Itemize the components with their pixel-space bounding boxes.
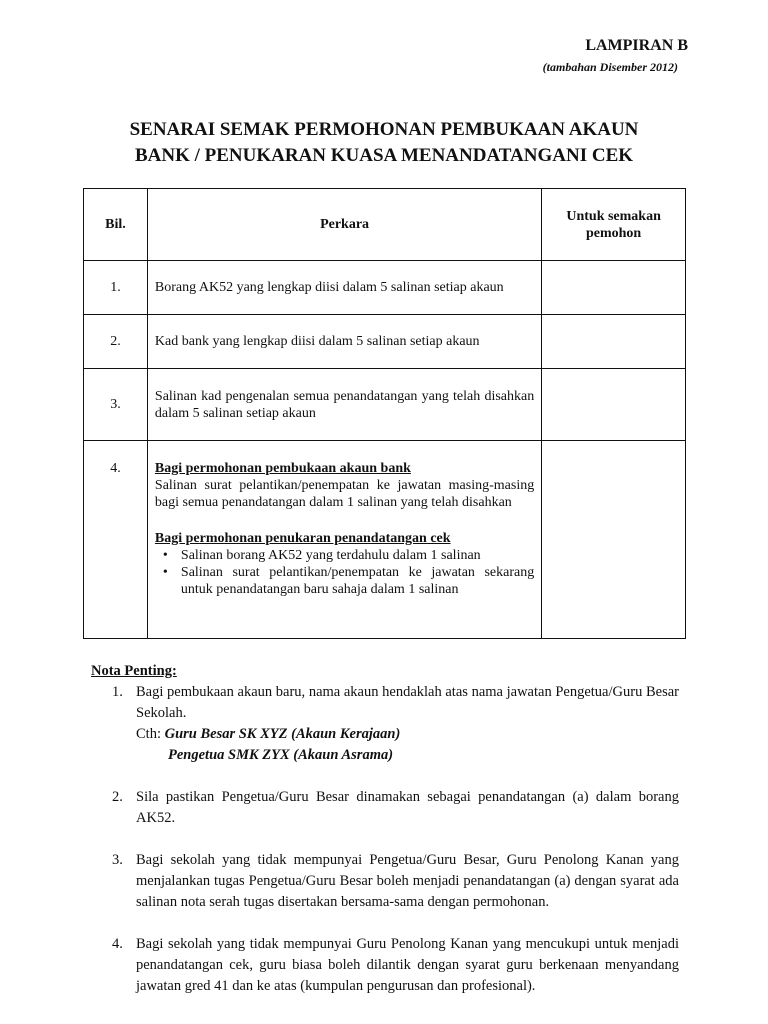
example-prefix: Cth:: [136, 726, 161, 742]
row-number: 3.: [84, 369, 148, 441]
section-text-opening: Salinan surat pelantikan/penempatan ke jawatan masing-masing bagi semua penandatangan dalam 1 salinan yang telah disahkan: [154, 478, 535, 510]
important-notes: [91, 661, 679, 1018]
row-item: Salinan kad pengenalan semua penandatangan yang telah disahkan dalam 5 salinan setiap akaun: [147, 369, 541, 441]
note-number: 1.: [112, 684, 123, 700]
note-example-line: [136, 745, 679, 766]
note-item: [91, 682, 679, 766]
note-number: 4.: [112, 936, 123, 952]
row-check-cell[interactable]: [542, 261, 686, 315]
annex-note: (tambahan Disember 2012): [542, 60, 678, 74]
title-line-2: BANK / PENUKARAN KUASA MENANDATANGANI CEK: [134, 145, 634, 166]
row-number: 1.: [84, 261, 148, 315]
note-item: [91, 850, 679, 913]
bullet-item: • Salinan surat pelantikan/penempatan ke jawatan sekarang untuk penandatangan baru sahaja dalam 1 salinan: [181, 564, 534, 598]
title-line-1: SENARAI SEMAK PERMOHONAN PEMBUKAAN AKAUN: [129, 119, 639, 140]
page-title: [0, 117, 768, 169]
row-number: 4.: [84, 441, 148, 639]
table-row: [84, 261, 686, 315]
note-item: [91, 934, 679, 997]
row-check-cell[interactable]: [542, 369, 686, 441]
note-text: Bagi sekolah yang tidak mempunyai Pengetua/Guru Besar, Guru Penolong Kanan yang menjalankan tugas Pengetua/Guru Besar boleh menjadi penandatangan (a) dengan syarat ada salinan nota serah tugas disertakan bersama-sama dengan permohonan.: [136, 852, 679, 910]
header-bil: Bil.: [84, 189, 148, 261]
header-item: Perkara: [147, 189, 541, 261]
table-row: [84, 369, 686, 441]
notes-list: [91, 682, 679, 997]
row-item: [147, 441, 541, 639]
section-heading-opening: Bagi permohonan pembukaan akaun bank: [154, 461, 411, 476]
table-row: [84, 315, 686, 369]
annex-label: LAMPIRAN B: [585, 37, 688, 54]
table-header-row: [84, 189, 686, 261]
row-item: Borang AK52 yang lengkap diisi dalam 5 salinan setiap akaun: [147, 261, 541, 315]
example-value-2: Pengetua SMK ZYX (Akaun Asrama): [168, 747, 394, 763]
row-item: Kad bank yang lengkap diisi dalam 5 salinan setiap akaun: [147, 315, 541, 369]
row-number: 2.: [84, 315, 148, 369]
header-check: Untuk semakan pemohon: [542, 189, 686, 261]
notes-heading: Nota Penting:: [91, 663, 177, 679]
row-check-cell[interactable]: [542, 441, 686, 639]
note-example-line: [136, 724, 679, 745]
note-text: Sila pastikan Pengetua/Guru Besar dinamakan sebagai penandatangan (a) dalam borang AK52.: [136, 789, 679, 826]
note-text: Bagi pembukaan akaun baru, nama akaun hendaklah atas nama jawatan Pengetua/Guru Besar Sekolah.: [136, 684, 679, 721]
note-item: [91, 787, 679, 829]
row-check-cell[interactable]: [542, 315, 686, 369]
note-number: 2.: [112, 789, 123, 805]
note-number: 3.: [112, 852, 123, 868]
checklist-table: [83, 188, 686, 639]
bullet-item: • Salinan borang AK52 yang terdahulu dalam 1 salinan: [181, 547, 534, 564]
example-value-1: Guru Besar SK XYZ (Akaun Kerajaan): [164, 726, 401, 742]
section-heading-change: Bagi permohonan penukaran penandatangan cek: [154, 531, 451, 546]
note-text: Bagi sekolah yang tidak mempunyai Guru Penolong Kanan yang mencukupi untuk menjadi penandatangan cek, guru biasa boleh dilantik dengan syarat guru berkenaan menyandang jawatan gred 41 dan ke atas (kumpulan pengurusan dan profesional).: [136, 936, 679, 994]
bullet-list: [155, 547, 534, 598]
table-row: [84, 441, 686, 639]
